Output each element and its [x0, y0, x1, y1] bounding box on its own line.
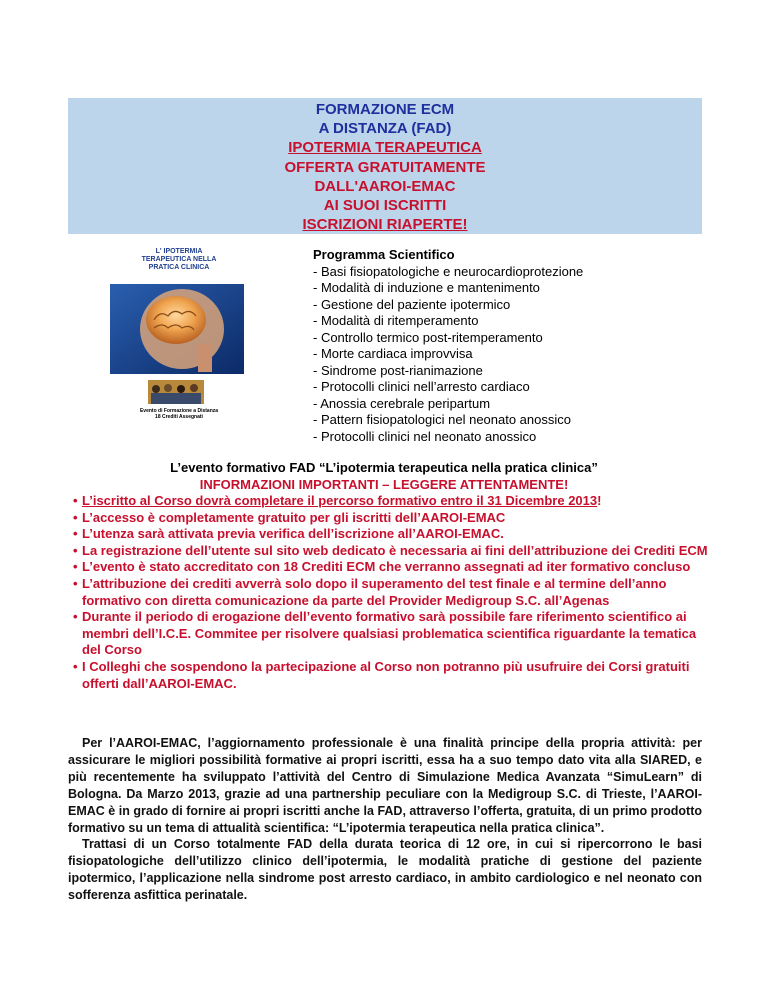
cover-title-line-1: L' IPOTERMIA	[155, 248, 203, 255]
group-photo	[148, 380, 204, 404]
event-title: L’evento formativo FAD “L’ipotermia terapeutica nella pratica clinica”	[170, 460, 598, 475]
cover-title-line-2: TERAPEUTICA NELLA	[141, 256, 217, 263]
cover-title	[108, 248, 250, 272]
info-bullet	[68, 576, 708, 609]
programma-title: Programma Scientifico	[313, 247, 455, 262]
bullet-symbol: •	[73, 493, 78, 508]
bullet-symbol: •	[73, 542, 78, 558]
info-bullet	[68, 659, 708, 692]
cover-footer-line-2: 18 Crediti Assegnati	[155, 414, 203, 420]
info-bullet	[68, 609, 708, 659]
programma-item: - Modalità di induzione e mantenimento	[313, 280, 540, 295]
info-bullet	[68, 543, 708, 560]
programma-item: - Controllo termico post-ritemperamento	[313, 329, 543, 345]
bullet-text: I Colleghi che sospendono la partecipazione al Corso non potranno più usufruire dei Corsi gratuiti offerti dall’AAROI-EMAC.	[82, 658, 690, 691]
cover-footer-line-1: Evento di Formazione a Distanza	[139, 408, 219, 414]
bullet-symbol: •	[73, 575, 78, 591]
info-bullet	[68, 510, 708, 527]
header-line-7: ISCRIZIONI RIAPERTE!	[302, 216, 468, 234]
programma-scientifico	[313, 247, 583, 445]
important-info-list	[68, 493, 708, 692]
programma-item: - Pattern fisiopatologici nel neonato anossico	[313, 412, 571, 427]
course-paragraph: Trattasi di un Corso totalmente FAD della durata teorica di 12 ore, in cui si ripercorrono le basi fisiopatologiche dell’utilizzo clinico dell’ipotermia, le modalità pratiche di gestione del paziente ipotermico, l’applicazione nella sindrome post arresto cardiaco, in ambito cardiologico e nel neonato con sofferenza asfittica perinatale.	[68, 837, 702, 902]
bullet-text: L’attribuzione dei crediti avverrà solo dopo il superamento del test finale e al termine dell’anno formativo con diretta comunicazione da parte del Provider Medigroup S.C. all’Agenas	[82, 575, 667, 608]
bullet-symbol: •	[73, 559, 78, 575]
bullet-symbol: •	[73, 658, 78, 674]
info-bullet	[68, 493, 708, 510]
header-line-1: FORMAZIONE ECM	[315, 101, 455, 118]
header-banner	[68, 98, 702, 234]
programma-item: - Protocolli clinici nel neonato anossico	[313, 428, 537, 444]
bullet-symbol: •	[73, 509, 78, 525]
header-line-3: IPOTERMIA TERAPEUTICA	[288, 139, 482, 157]
bullet-text: La registrazione dell’utente sul sito web dedicato è necessaria ai fini dell’attribuzione dei Crediti ECM	[82, 542, 708, 558]
bullet-symbol: •	[73, 609, 78, 625]
programma-item: - Protocolli clinici nell’arresto cardiaco	[313, 379, 530, 394]
bullet-text: L’iscritto al Corso dovrà completare il percorso formativo entro il 31 Dicembre 2013	[82, 493, 598, 508]
info-bullet	[68, 526, 708, 543]
header-line-6: AI SUOI ISCRITTI	[323, 197, 447, 215]
bullet-text: L’evento è stato accreditato con 18 Crediti ECM che verranno assegnati ad iter formativo concluso	[82, 559, 691, 575]
bullet-symbol: •	[73, 526, 78, 542]
programma-item: - Modalità di ritemperamento	[313, 313, 479, 328]
programma-item: - Anossia cerebrale peripartum	[313, 395, 491, 411]
header-line-4: OFFERTA GRATUITAMENTE	[284, 158, 486, 176]
bullet-suffix: !	[597, 493, 602, 508]
programma-item: - Sindrome post-rianimazione	[313, 362, 483, 378]
brain-scan-illustration	[110, 284, 244, 374]
header-line-5: DALL'AAROI-EMAC	[314, 177, 456, 195]
cover-footer	[108, 408, 250, 420]
header-line-2: A DISTANZA (FAD)	[318, 120, 452, 138]
info-bullet	[68, 559, 708, 576]
programma-item: - Basi fisiopatologiche e neurocardioprotezione	[313, 263, 584, 279]
programma-item: - Morte cardiaca improvvisa	[313, 346, 473, 361]
bullet-text: Durante il periodo di erogazione dell’evento formativo sarà possibile fare riferimento scientifico ai membri dell’I.C.E. Commitee per risolvere qualsiasi problematica scientifica riguardante la tematica del Corso	[82, 609, 697, 658]
programma-item: - Gestione del paziente ipotermico	[313, 296, 511, 312]
course-cover-image	[108, 244, 250, 434]
info-title: INFORMAZIONI IMPORTANTI – LEGGERE ATTENTAMENTE!	[199, 477, 569, 492]
intro-paragraph: Per l’AAROI-EMAC, l’aggiornamento professionale è una finalità principe della propria attività: per assicurare le migliori possibilità formative ai propri iscritti, essa ha a suo tempo dato vita alla SIARED, e più recentemente ha sviluppato l’attività del Centro di Simulazione Medica Avanzata “SimuLearn” di Bologna. Da Marzo 2013, grazie ad una partnership peculiare con la Medigroup S.C. di Trieste, l’AAROI-EMAC è in grado di fornire ai propri iscritti anche la FAD, attraverso l’offerta, gratuita, di un primo prodotto formativo su un tema di attualità scientifica: “L’ipotermia terapeutica nella pratica clinica”.	[68, 736, 702, 835]
cover-title-line-3: PRATICA CLINICA	[148, 264, 210, 271]
bullet-text: L’utenza sarà attivata previa verifica dell’iscrizione all’AAROI-EMAC.	[82, 526, 504, 542]
bullet-text: L’accesso è completamente gratuito per gli iscritti dell’AAROI-EMAC	[82, 509, 506, 525]
